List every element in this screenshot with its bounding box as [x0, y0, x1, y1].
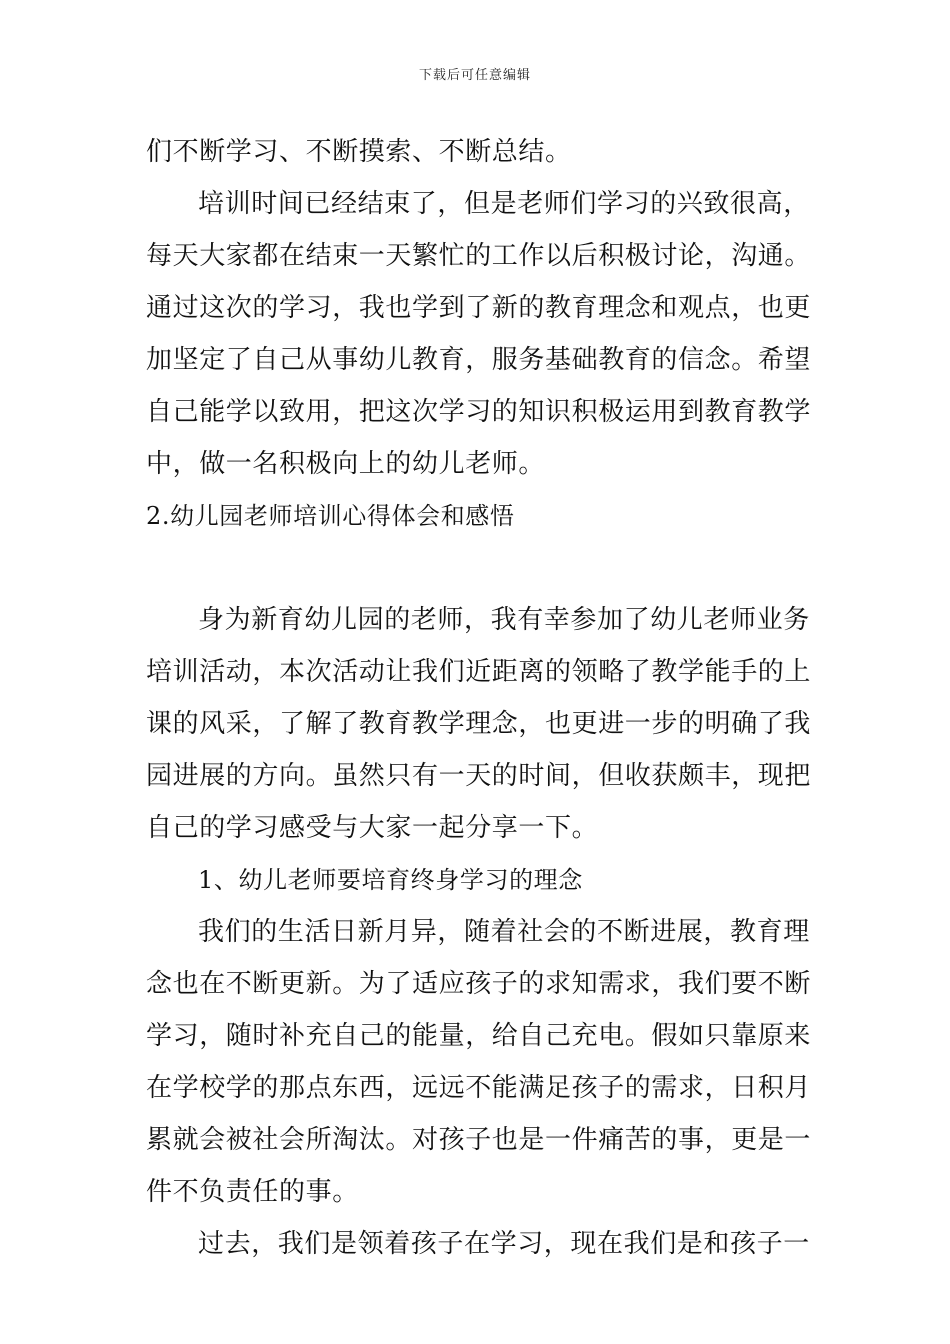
section-heading: 2.幼儿园老师培训心得体会和感悟 [146, 502, 515, 530]
text-line: 学习，随时补充自己的能量，给自己充电。假如只靠原来 [146, 1021, 812, 1051]
text-line: 自己能学以致用，把这次学习的知识积极运用到教育教学 [146, 397, 812, 427]
text-line: 课的风采，了解了教育教学理念，也更进一步的明确了我 [146, 709, 812, 739]
text-line: 件不负责任的事。 [146, 1177, 359, 1207]
paragraph-start-line: 培训时间已经结束了，但是老师们学习的兴致很高， [198, 189, 810, 219]
text-line: 自己的学习感受与大家一起分享一下。 [146, 813, 599, 843]
document-body [146, 126, 810, 1270]
text-line: 们不断学习、不断摸索、不断总结。 [146, 137, 572, 167]
text-line: 培训活动，本次活动让我们近距离的领略了教学能手的上 [146, 657, 812, 687]
text-line: 每天大家都在结束一天繁忙的工作以后积极讨论，沟通。 [146, 241, 812, 271]
text-line: 在学校学的那点东西，远远不能满足孩子的需求，日积月 [146, 1073, 812, 1103]
text-line: 通过这次的学习，我也学到了新的教育理念和观点，也更 [146, 293, 812, 323]
paragraph-start-line: 身为新育幼儿园的老师，我有幸参加了幼儿老师业务 [198, 605, 810, 635]
text-line: 念也在不断更新。为了适应孩子的求知需求，我们要不断 [146, 969, 812, 999]
text-line: 中，做一名积极向上的幼儿老师。 [146, 449, 546, 479]
text-line: 园进展的方向。虽然只有一天的时间，但收获颇丰，现把 [146, 761, 812, 791]
numbered-subheading: 1、幼儿老师要培育终身学习的理念 [198, 866, 583, 894]
paragraph-start-line: 过去，我们是领着孩子在学习，现在我们是和孩子一 [198, 1229, 810, 1259]
blank-line [146, 542, 810, 594]
paragraph-start-line: 我们的生活日新月异，随着社会的不断进展，教育理 [198, 917, 810, 947]
text-line: 加坚定了自己从事幼儿教育，服务基础教育的信念。希望 [146, 345, 812, 375]
page-header: 下载后可任意编辑 [418, 68, 531, 83]
text-line: 累就会被社会所淘汰。对孩子也是一件痛苦的事，更是一 [146, 1125, 812, 1155]
